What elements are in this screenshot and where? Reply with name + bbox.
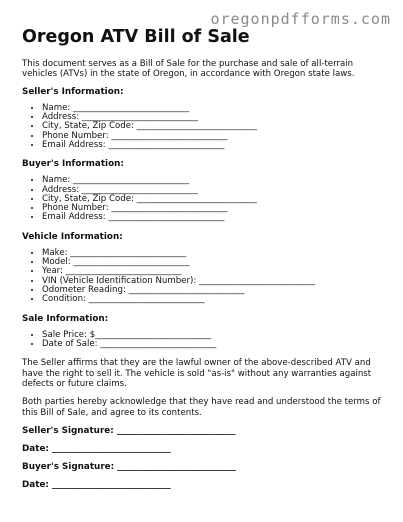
intro-paragraph: This document serves as a Bill of Sale for the purchase and sale of all-terrain vehicles (ATVs) in the state of Oregon, in accordance with Oregon state laws. xyxy=(22,59,355,80)
seller-signature-line: Seller's Signature: ___________________________ xyxy=(22,426,236,437)
ownership-affirmation-paragraph: The Seller affirms that they are the lawful owner of the above-described ATV and have the right to sell it. The vehicle is sold "as-is" without any warranties against defects or future claims. xyxy=(22,358,372,389)
buyer-phone-field: • Phone Number: ___________________________ xyxy=(42,204,388,213)
seller-section-title: Seller's Information: xyxy=(22,86,124,97)
buyer-email-field: • Email Address: ___________________________ xyxy=(42,213,388,222)
buyer-city-state-zip-field: • City, State, Zip Code: ____________________________ xyxy=(42,195,388,204)
seller-name-field: • Name: ___________________________ xyxy=(42,104,388,113)
vehicle-section-title: Vehicle Information: xyxy=(22,231,123,242)
sale-section-title: Sale Information: xyxy=(22,313,109,324)
vehicle-odometer-field: • Odometer Reading: ___________________________ xyxy=(42,286,388,295)
seller-city-state-zip-field: • City, State, Zip Code: ____________________________ xyxy=(42,122,388,131)
vehicle-vin-field: • VIN (Vehicle Identification Number): ___________________________ xyxy=(42,277,388,286)
buyer-name-field: • Name: ___________________________ xyxy=(42,176,388,185)
sale-date-field: • Date of Sale: ___________________________ xyxy=(42,340,388,349)
vehicle-year-field: • Year: ___________________________ xyxy=(42,267,388,276)
document-title: Oregon ATV Bill of Sale xyxy=(22,27,250,47)
seller-date-line: Date: ___________________________ xyxy=(22,444,171,455)
sale-info-list xyxy=(22,331,388,350)
vehicle-condition-field: • Condition: ___________________________ xyxy=(42,295,388,304)
vehicle-info-list xyxy=(22,249,388,305)
sale-price-field: • Sale Price: $___________________________ xyxy=(42,331,388,340)
buyer-section-title: Buyer's Information: xyxy=(22,159,124,170)
vehicle-model-field: • Model: ___________________________ xyxy=(42,258,388,267)
acknowledgement-paragraph: Both parties hereby acknowledge that they have read and understood the terms of this Bill of Sale, and agree to its contents. xyxy=(22,397,381,418)
seller-phone-field: • Phone Number: ___________________________ xyxy=(42,132,388,141)
bill-of-sale-document xyxy=(22,26,388,498)
buyer-info-list xyxy=(22,176,388,222)
seller-email-field: • Email Address: ___________________________ xyxy=(42,141,388,150)
buyer-signature-line: Buyer's Signature: ___________________________ xyxy=(22,462,236,473)
seller-info-list xyxy=(22,104,388,150)
buyer-address-field: • Address: ___________________________ xyxy=(42,186,388,195)
seller-address-field: • Address: ___________________________ xyxy=(42,113,388,122)
vehicle-make-field: • Make: ___________________________ xyxy=(42,249,388,258)
site-watermark: oregonpdfforms.com xyxy=(210,10,391,28)
buyer-date-line: Date: ___________________________ xyxy=(22,480,171,491)
